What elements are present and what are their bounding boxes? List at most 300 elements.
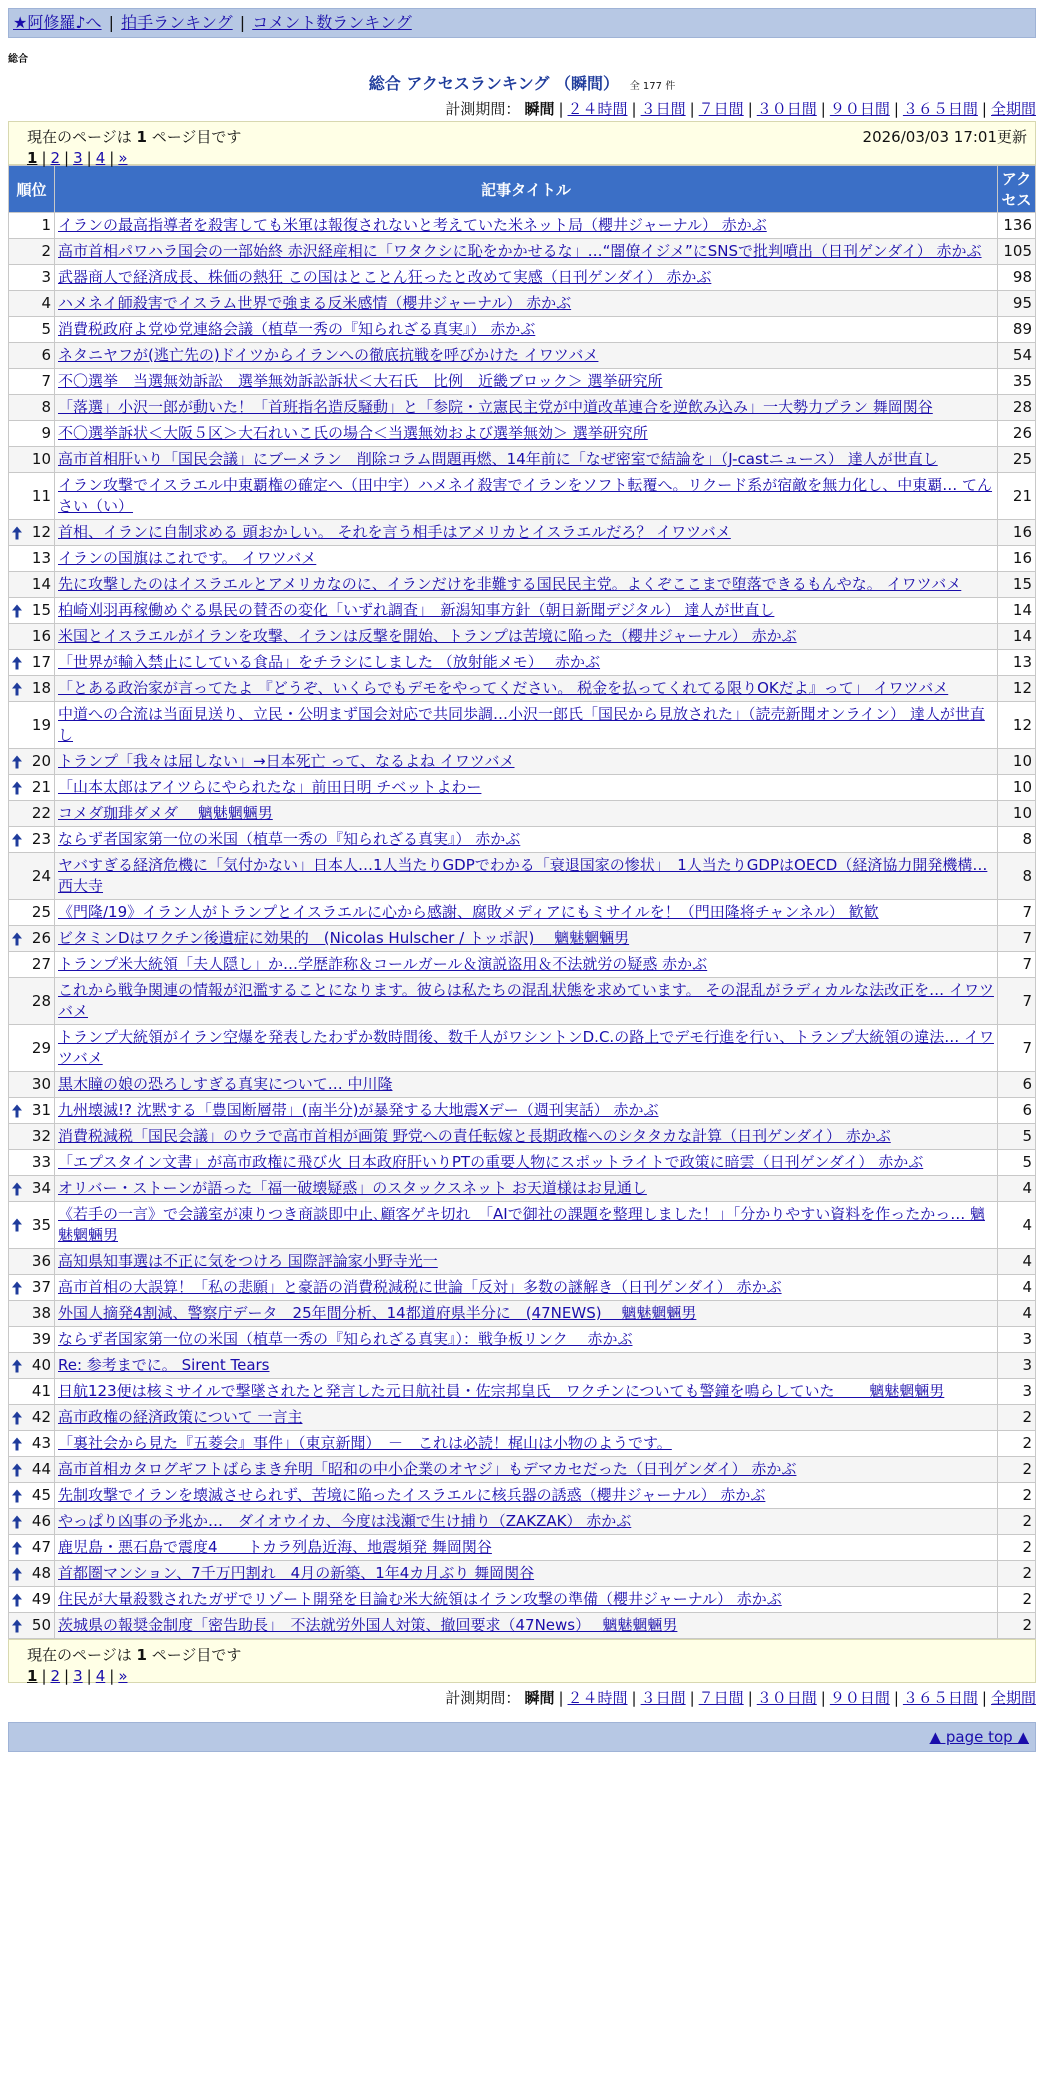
title-cell <box>55 1176 998 1202</box>
rank-number: 24 <box>31 866 51 885</box>
top-nav-bar <box>8 8 1036 38</box>
rank-number: 15 <box>31 601 51 619</box>
table-row <box>9 1275 1036 1301</box>
article-link[interactable]: イランの国旗はこれです。 イワツバメ <box>58 549 317 567</box>
period-option[interactable]: ３６５日間 <box>902 1689 978 1707</box>
page-info-box <box>8 121 1036 165</box>
table-row <box>9 473 1036 520</box>
rank-number: 16 <box>31 627 51 645</box>
title-header: 記事タイトル <box>55 166 998 213</box>
rank-number: 8 <box>41 398 51 416</box>
period-separator: | <box>747 1689 753 1707</box>
rank-number: 42 <box>31 1408 51 1426</box>
access-count: 2 <box>998 1535 1036 1561</box>
period-option[interactable]: ７日間 <box>698 100 744 118</box>
article-link[interactable]: 日航123便は核ミサイルで撃墜されたと発言した元日航社員・佐宗邦皇氏 ワクチンについても警鐘を鳴らしていた 魑魅魍魎男 <box>58 1382 945 1400</box>
title-cell <box>55 952 998 978</box>
home-link[interactable]: ★阿修羅♪へ <box>13 13 102 32</box>
title-cell <box>55 1613 998 1639</box>
access-count: 6 <box>998 1098 1036 1124</box>
table-row <box>9 213 1036 239</box>
title-cell <box>55 520 998 546</box>
period-separator: | <box>689 1689 695 1707</box>
period-option[interactable]: ２４時間 <box>567 100 628 118</box>
rank-cell <box>9 1431 55 1457</box>
table-row <box>9 1587 1036 1613</box>
rank-cell <box>9 702 55 749</box>
title-cell <box>55 1379 998 1405</box>
title-cell <box>55 1202 998 1249</box>
rank-cell <box>9 1405 55 1431</box>
period-option[interactable]: ９０日間 <box>829 100 890 118</box>
pager-link[interactable]: 3 <box>73 1667 83 1685</box>
article-link[interactable]: これから戦争関連の情報が氾濫することになります。彼らは私たちの混乱状態を求めています。 その混乱がラディカルな法改正を… イワツバメ <box>58 981 994 1020</box>
rank-cell <box>9 1249 55 1275</box>
period-label: 計測期間： <box>445 1689 521 1707</box>
rank-cell <box>9 1561 55 1587</box>
table-row <box>9 572 1036 598</box>
clap-ranking-link[interactable]: 拍手ランキング <box>121 13 233 32</box>
period-selector-bottom <box>8 1687 1036 1708</box>
access-count: 5 <box>998 1124 1036 1150</box>
period-separator: | <box>981 100 987 118</box>
ranking-heading <box>8 71 1036 94</box>
page-info-box-bottom <box>8 1639 1036 1683</box>
rank-number: 50 <box>31 1616 51 1634</box>
period-option[interactable]: ３０日間 <box>756 100 817 118</box>
article-link[interactable]: ネタニヤフが(逃亡先の)ドイツからイランへの徹底抗戦を呼びかけた イワツバメ <box>58 346 599 364</box>
article-link[interactable]: 首相、イランに自制求める 頭おかしい。 それを言う相手はアメリカとイスラエルだろ？ イワツバメ <box>58 523 731 541</box>
comment-ranking-link[interactable]: コメント数ランキング <box>252 13 412 32</box>
pager-link[interactable]: 4 <box>95 1667 106 1685</box>
rank-cell <box>9 1124 55 1150</box>
rank-number: 32 <box>31 1127 51 1145</box>
title-cell <box>55 369 998 395</box>
title-cell <box>55 395 998 421</box>
article-link[interactable]: トランプ「我々は屈しない」→日本死亡 って、なるよね イワツバメ <box>58 752 515 770</box>
up-arrow-icon <box>12 604 22 617</box>
up-arrow-icon <box>12 1182 22 1195</box>
article-link[interactable]: 「エプスタイン文書」が高市政権に飛び火 日本政府肝いりPTの重要人物にスポットライトで政策に暗雲（日刊ゲンダイ） 赤かぶ <box>58 1153 924 1171</box>
period-separator: | <box>631 1689 637 1707</box>
table-row <box>9 952 1036 978</box>
access-count: 54 <box>998 343 1036 369</box>
access-count: 4 <box>998 1275 1036 1301</box>
pager-separator: | <box>64 149 70 167</box>
rank-cell <box>9 598 55 624</box>
table-row <box>9 900 1036 926</box>
title-cell <box>55 598 998 624</box>
article-link[interactable]: 「落選」小沢一郎が動いた！「首班指名造反騒動」と「参院・立憲民主党が中道改革連合を逆飲み込み」一大勢力プラン 舞岡関谷 <box>58 398 933 416</box>
article-link[interactable]: イラン攻撃でイスラエル中東覇権の確定へ（田中宇）ハメネイ殺害でイランをソフト転覆へ。リクード系が宿敵を無力化し、中東覇… てんさい（い） <box>58 476 993 515</box>
rank-number: 17 <box>31 653 51 671</box>
title-cell <box>55 473 998 520</box>
title-cell <box>55 650 998 676</box>
article-link[interactable]: イランの最高指導者を殺害しても米軍は報復されないと考えていた米ネット局（櫻井ジャーナル） 赤かぶ <box>58 216 767 234</box>
title-cell <box>55 572 998 598</box>
title-cell <box>55 1457 998 1483</box>
access-count: 8 <box>998 853 1036 900</box>
access-count: 26 <box>998 421 1036 447</box>
article-link[interactable]: 外国人摘発4割減、警察庁データ 25年間分析、14都道府県半分に (47NEWS) 魑魅魍魎男 <box>58 1304 697 1322</box>
period-option[interactable]: ７日間 <box>698 1689 744 1707</box>
access-count: 16 <box>998 546 1036 572</box>
article-link[interactable]: 「とある政治家が言ってたよ 『どうぞ、いくらでもデモをやってください。 税金を払ってくれてる限りOKだよ』って」 イワツバメ <box>58 679 949 697</box>
table-row <box>9 1327 1036 1353</box>
article-link[interactable]: やっぱり凶事の予兆か… ダイオウイカ、今度は浅瀬で生け捕り（ZAKZAK） 赤かぶ <box>58 1512 632 1530</box>
rank-cell <box>9 1301 55 1327</box>
rank-number: 31 <box>31 1101 51 1119</box>
table-row <box>9 650 1036 676</box>
article-link[interactable]: 先制攻撃でイランを壊滅させられず、苦境に陥ったイスラエルに核兵器の誘惑（櫻井ジャーナル） 赤かぶ <box>58 1486 766 1504</box>
pager-link[interactable]: 3 <box>73 149 83 167</box>
article-link[interactable]: 「山本太郎はアイツらにやられたな」前田日明 チベットよわー <box>58 778 482 796</box>
article-link[interactable]: 住民が大量殺戮されたガザでリゾート開発を目論む米大統領はイラン攻撃の準備（櫻井ジャーナル） 赤かぶ <box>58 1590 782 1608</box>
access-count: 7 <box>998 1025 1036 1072</box>
rank-cell <box>9 1327 55 1353</box>
access-count: 2 <box>998 1457 1036 1483</box>
table-row <box>9 676 1036 702</box>
rank-number: 26 <box>31 929 51 947</box>
page-prefix: 現在のページは <box>27 1646 137 1664</box>
access-count: 10 <box>998 775 1036 801</box>
title-cell <box>55 1124 998 1150</box>
article-link[interactable]: 高知県知事選は不正に気をつけろ 国際評論家小野寺光一 <box>58 1252 438 1270</box>
period-separator: | <box>893 1689 899 1707</box>
table-row <box>9 702 1036 749</box>
article-link[interactable]: 柏崎刈羽再稼働めぐる県民の賛否の変化「いずれ調査」 新潟知事方針（朝日新聞デジタル） 達人が世直し <box>58 601 775 619</box>
table-row <box>9 1150 1036 1176</box>
article-link[interactable]: 米国とイスラエルがイランを攻撃、イランは反撃を開始、トランプは苦境に陥った（櫻井ジャーナル） 赤かぶ <box>58 627 797 645</box>
table-row <box>9 1613 1036 1639</box>
access-count: 10 <box>998 801 1036 827</box>
rank-cell <box>9 1025 55 1072</box>
rank-cell <box>9 1379 55 1405</box>
access-count: 35 <box>998 369 1036 395</box>
title-cell <box>55 317 998 343</box>
title-cell <box>55 900 998 926</box>
access-count: 136 <box>998 213 1036 239</box>
rank-number: 30 <box>31 1075 51 1093</box>
rank-cell <box>9 1275 55 1301</box>
article-link[interactable]: 不〇選挙 当選無効訴訟 選挙無効訴訟訴状＜大石氏 比例 近畿ブロック＞ 選挙研究所 <box>58 372 663 390</box>
article-link[interactable]: 「世界が輸入禁止にしている食品」をチラシにしました （放射能メモ） 赤かぶ <box>58 653 601 671</box>
table-row <box>9 265 1036 291</box>
period-separator: | <box>820 1689 826 1707</box>
article-link[interactable]: ならず者国家第一位の米国（植草一秀の『知られざる真実』） 赤かぶ <box>58 830 521 848</box>
article-link[interactable]: ならず者国家第一位の米国（植草一秀の『知られざる真実』）：戦争板リンク 赤かぶ <box>58 1330 633 1348</box>
rank-number: 5 <box>41 320 51 338</box>
rank-cell <box>9 749 55 775</box>
access-count: 2 <box>998 1613 1036 1639</box>
rank-cell <box>9 369 55 395</box>
rank-header-label: 順位 <box>16 180 47 199</box>
up-arrow-icon <box>12 1463 22 1476</box>
current-page-number: 1 <box>136 1646 147 1664</box>
up-arrow-icon <box>12 1593 22 1606</box>
rank-number: 21 <box>31 778 51 796</box>
rank-cell <box>9 395 55 421</box>
table-row <box>9 447 1036 473</box>
updated-timestamp: 2026/03/03 17:01更新 <box>862 128 1027 146</box>
rank-number: 4 <box>41 294 51 312</box>
article-link[interactable]: 《門隆/19》イラン人がトランプとイスラエルに心から感謝、腐敗メディアにもミサイルを！（門田隆将チャンネル） 歓歓 <box>58 903 879 921</box>
rank-cell <box>9 1176 55 1202</box>
rank-number: 34 <box>31 1179 51 1197</box>
access-count: 95 <box>998 291 1036 317</box>
page-suffix: ページ目です <box>146 128 242 146</box>
article-link[interactable]: 茨城県の報奨金制度「密告助長」 不法就労外国人対策、撤回要求（47News） 魑魅魍魎男 <box>58 1616 678 1634</box>
rank-cell <box>9 1202 55 1249</box>
title-cell <box>55 1405 998 1431</box>
table-row <box>9 1431 1036 1457</box>
nav-separator: | <box>239 13 246 32</box>
article-link[interactable]: ハメネイ師殺害でイスラム世界で強まる反米感情（櫻井ジャーナル） 赤かぶ <box>58 294 572 312</box>
rank-cell <box>9 1098 55 1124</box>
article-link[interactable]: Re: 参考までに。 Sirent Tears <box>58 1356 270 1374</box>
period-separator: | <box>981 1689 987 1707</box>
table-row <box>9 1098 1036 1124</box>
page-top-link[interactable]: ▲ page top ▲ <box>929 1728 1029 1746</box>
title-cell <box>55 978 998 1025</box>
period-option[interactable]: 全期間 <box>990 100 1036 118</box>
article-link[interactable]: 「裏社会から見た『五菱会』事件」（東京新聞） － これは必読！梶山は小物のようです。 <box>58 1434 672 1452</box>
current-page-number: 1 <box>136 128 147 146</box>
title-cell <box>55 213 998 239</box>
table-row <box>9 1176 1036 1202</box>
up-arrow-icon <box>12 1619 22 1632</box>
article-link[interactable]: 黒木瞳の娘の恐ろしすぎる真実について… 中川隆 <box>58 1075 393 1093</box>
table-row <box>9 1301 1036 1327</box>
access-count: 2 <box>998 1483 1036 1509</box>
table-row <box>9 1483 1036 1509</box>
rank-number: 29 <box>31 1038 51 1057</box>
period-option[interactable]: ３６５日間 <box>902 100 978 118</box>
title-cell <box>55 1025 998 1072</box>
period-separator: | <box>689 100 695 118</box>
rank-cell <box>9 676 55 702</box>
up-arrow-icon <box>12 1541 22 1554</box>
period-option[interactable]: ３日間 <box>640 1689 686 1707</box>
article-link[interactable]: 消費税政府よ党ゆ党連絡会議（植草一秀の『知られざる真実』） 赤かぶ <box>58 320 536 338</box>
table-row <box>9 395 1036 421</box>
period-separator: | <box>893 100 899 118</box>
rank-cell <box>9 1353 55 1379</box>
access-count: 5 <box>998 1150 1036 1176</box>
access-count: 21 <box>998 473 1036 520</box>
up-arrow-icon <box>12 1437 22 1450</box>
article-link[interactable]: 中道への合流は当面見送り、立民・公明まず国会対応で共同歩調…小沢一郎氏「国民から見放された」（読売新聞オンライン） 達人が世直し <box>58 705 985 744</box>
article-link[interactable]: 武器商人で経済成長、株価の熱狂 この国はとことん狂ったと改めて実感（日刊ゲンダイ） 赤かぶ <box>58 268 712 286</box>
access-count: 13 <box>998 650 1036 676</box>
period-option[interactable]: ２４時間 <box>567 1689 628 1707</box>
article-link[interactable]: 首都圏マンション、7千万円割れ 4月の新築、1年4カ月ぶり 舞岡関谷 <box>58 1564 535 1582</box>
table-row <box>9 926 1036 952</box>
pager-link[interactable]: » <box>118 1667 128 1685</box>
period-separator: | <box>820 100 826 118</box>
access-count: 2 <box>998 1561 1036 1587</box>
access-count: 16 <box>998 520 1036 546</box>
page-prefix: 現在のページは <box>27 128 137 146</box>
table-row <box>9 343 1036 369</box>
rank-number: 7 <box>41 372 51 390</box>
access-count: 2 <box>998 1509 1036 1535</box>
title-cell <box>55 1301 998 1327</box>
article-link[interactable]: 高市政権の経済政策について 一言主 <box>58 1408 303 1426</box>
article-link[interactable]: 高市首相カタログギフトばらまき弁明「昭和の中小企業のオヤジ」もデマカセだった（日刊ゲンダイ） 赤かぶ <box>58 1460 797 1478</box>
access-count: 2 <box>998 1431 1036 1457</box>
period-option[interactable]: 全期間 <box>990 1689 1036 1707</box>
table-row <box>9 1379 1036 1405</box>
rank-cell <box>9 1457 55 1483</box>
rank-number: 46 <box>31 1512 51 1530</box>
title-cell <box>55 1353 998 1379</box>
title-cell <box>55 546 998 572</box>
article-link[interactable]: 消費税減税「国民会議」のウラで高市首相が画策 野党への責任転嫁と長期政権へのシタタカな計算（日刊ゲンダイ） 赤かぶ <box>58 1127 891 1145</box>
table-row <box>9 421 1036 447</box>
rank-cell <box>9 520 55 546</box>
pager-separator: | <box>64 1667 70 1685</box>
title-cell <box>55 421 998 447</box>
up-arrow-icon <box>12 526 22 539</box>
article-link[interactable]: トランプ大統領がイラン空爆を発表したわずか数時間後、数千人がワシントンD.C.の路上でデモ行進を行い、トランプ大統領の違法… イワツバメ <box>58 1028 994 1067</box>
pager-link[interactable]: 2 <box>50 149 61 167</box>
title-cell <box>55 265 998 291</box>
rank-cell <box>9 291 55 317</box>
rank-header <box>9 166 55 213</box>
current-page-message <box>27 1644 1025 1665</box>
article-link[interactable]: 鹿児島・悪石島で震度4 トカラ列島近海、地震頻発 舞岡関谷 <box>58 1538 492 1556</box>
article-link[interactable]: 不〇選挙訴状＜大阪５区＞大石れいこ氏の場合＜当選無効および選挙無効＞ 選挙研究所 <box>58 424 648 442</box>
rank-number: 33 <box>31 1153 51 1171</box>
article-link[interactable]: コメダ珈琲ダメダ 魑魅魍魎男 <box>58 804 273 822</box>
access-count: 2 <box>998 1405 1036 1431</box>
up-arrow-icon <box>12 932 22 945</box>
rank-cell <box>9 775 55 801</box>
table-row <box>9 1561 1036 1587</box>
rank-number: 49 <box>31 1590 51 1608</box>
rank-cell <box>9 926 55 952</box>
article-link[interactable]: ヤバすぎる経済危機に「気付かない」日本人…1人当たりGDPでわかる「衰退国家の惨状」 1人当たりGDPはOECD（経済協力開発機構… 西大寺 <box>58 856 988 895</box>
rank-cell <box>9 265 55 291</box>
rank-cell <box>9 900 55 926</box>
table-row <box>9 1249 1036 1275</box>
rank-cell <box>9 1587 55 1613</box>
rank-number: 2 <box>41 242 51 260</box>
access-count: 28 <box>998 395 1036 421</box>
title-cell <box>55 1249 998 1275</box>
rank-number: 13 <box>31 549 51 567</box>
rank-number: 44 <box>31 1460 51 1478</box>
article-link[interactable]: オリバー・ストーンが語った「福一破壊疑惑」のスタックスネット お天道様はお見通し <box>58 1179 647 1197</box>
table-row <box>9 827 1036 853</box>
article-link[interactable]: 九州壊滅!? 沈黙する「豊国断層帯」(南半分)が暴発する大地震Xデー（週刊実話） 赤かぶ <box>58 1101 659 1119</box>
pager-link[interactable]: » <box>118 149 128 167</box>
up-arrow-icon <box>12 1359 22 1372</box>
rank-number: 36 <box>31 1252 51 1270</box>
rank-cell <box>9 1150 55 1176</box>
access-count: 14 <box>998 598 1036 624</box>
table-row <box>9 291 1036 317</box>
up-arrow-icon <box>12 1515 22 1528</box>
pager-separator: | <box>41 1667 47 1685</box>
pager-separator: | <box>41 149 47 167</box>
rank-cell <box>9 978 55 1025</box>
article-link[interactable]: ビタミンDはワクチン後遺症に効果的 (Nicolas Hulscher / トッポ訳) 魑魅魍魎男 <box>58 929 630 947</box>
table-row <box>9 1353 1036 1379</box>
article-link[interactable]: 《若手の一言》で会議室が凍りつき商談即中止､顧客ゲキ切れ 「AIで御社の課題を整理しました！」｢分かりやすい資料を作ったかっ… 魑魅魍魎男 <box>58 1205 985 1244</box>
title-cell <box>55 775 998 801</box>
up-arrow-icon <box>12 682 22 695</box>
rank-number: 6 <box>41 346 51 364</box>
access-header-label: アク セス <box>1001 170 1032 209</box>
period-current: 瞬間 <box>524 1689 555 1707</box>
up-arrow-icon <box>12 1489 22 1502</box>
rank-number: 12 <box>31 523 51 541</box>
rank-cell <box>9 827 55 853</box>
pager-current-page: 1 <box>27 1667 38 1685</box>
title-cell <box>55 343 998 369</box>
period-current: 瞬間 <box>524 100 555 118</box>
period-separator: | <box>558 100 564 118</box>
period-option[interactable]: ３日間 <box>640 100 686 118</box>
rank-number: 11 <box>31 486 51 505</box>
period-option[interactable]: ３０日間 <box>756 1689 817 1707</box>
access-count: 4 <box>998 1202 1036 1249</box>
access-count: 12 <box>998 676 1036 702</box>
pager-current-page: 1 <box>27 149 38 167</box>
table-row <box>9 775 1036 801</box>
page-suffix: ページ目です <box>146 1646 242 1664</box>
pager-link[interactable]: 2 <box>50 1667 61 1685</box>
rank-number: 35 <box>31 1215 51 1234</box>
period-option[interactable]: ９０日間 <box>829 1689 890 1707</box>
title-cell <box>55 702 998 749</box>
access-count: 25 <box>998 447 1036 473</box>
rank-number: 25 <box>31 903 51 921</box>
access-count: 7 <box>998 978 1036 1025</box>
pager-separator: | <box>109 1667 115 1685</box>
period-separator: | <box>631 100 637 118</box>
rank-number: 27 <box>31 955 51 973</box>
table-row <box>9 1124 1036 1150</box>
title-cell <box>55 1275 998 1301</box>
title-cell <box>55 801 998 827</box>
rank-cell <box>9 650 55 676</box>
rank-cell <box>9 343 55 369</box>
access-header <box>998 166 1036 213</box>
access-count: 4 <box>998 1301 1036 1327</box>
article-link[interactable]: 高市首相肝いり「国民会議」にブーメラン 削除コラム問題再燃、14年前に「なぜ密室で結論を」（J-castニュース） 達人が世直し <box>58 450 938 468</box>
title-cell <box>55 239 998 265</box>
article-link[interactable]: 先に攻撃したのはイスラエルとアメリカなのに、イランだけを非難する国民民主党。よくぞここまで堕落できるもんやな。 イワツバメ <box>58 575 962 593</box>
article-link[interactable]: 高市首相の大誤算！「私の悲願」と豪語の消費税減税に世論「反対」多数の謎解き（日刊ゲンダイ） 赤かぶ <box>58 1278 782 1296</box>
access-count: 7 <box>998 926 1036 952</box>
title-cell <box>55 1150 998 1176</box>
pager-link[interactable]: 4 <box>95 149 106 167</box>
title-cell <box>55 1561 998 1587</box>
rank-number: 9 <box>41 424 51 442</box>
table-row <box>9 598 1036 624</box>
rank-number: 47 <box>31 1538 51 1556</box>
article-link[interactable]: 高市首相パワハラ国会の一部始終 赤沢経産相に「ワタクシに恥をかかせるな」…“闇僚イジメ”にSNSで批判噴出（日刊ゲンダイ） 赤かぶ <box>58 242 982 260</box>
article-link[interactable]: トランプ米大統領「夫人隠し」か…学歴詐称＆コールガール＆演説盗用＆不法就労の疑惑 赤かぶ <box>58 955 708 973</box>
rank-number: 43 <box>31 1434 51 1452</box>
rank-cell <box>9 213 55 239</box>
rank-number: 45 <box>31 1486 51 1504</box>
rank-number: 20 <box>31 752 51 770</box>
title-cell <box>55 676 998 702</box>
